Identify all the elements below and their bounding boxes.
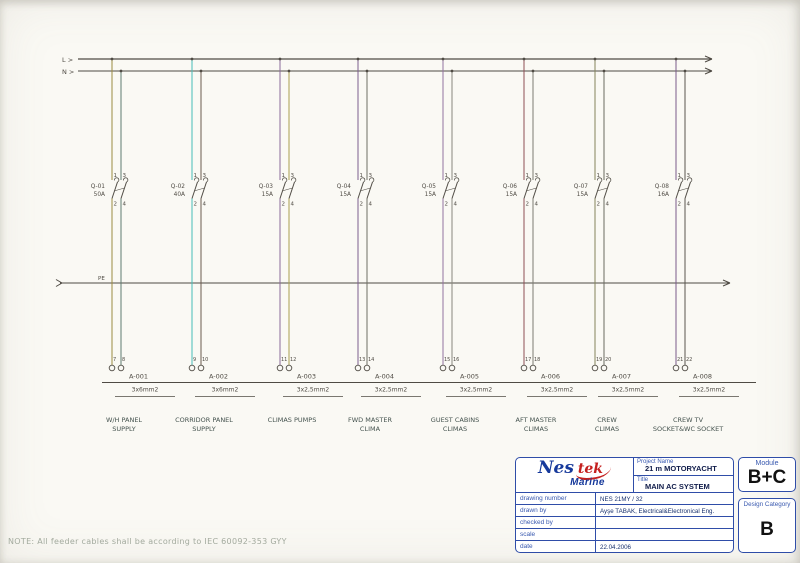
pole2-bottom-terminal: 4	[202, 201, 206, 208]
pole2-contact	[201, 182, 207, 199]
row-value	[596, 529, 733, 540]
drawing-title-row	[634, 476, 734, 494]
terminal-circle	[198, 365, 204, 371]
load-label: SOCKET&WC SOCKET	[652, 425, 724, 433]
l-tap-junction	[523, 58, 526, 61]
row-drawn-by	[516, 505, 733, 517]
breaker-symbol-Q-03	[259, 173, 296, 208]
load-label: CREW	[597, 416, 617, 424]
branch-A-005	[422, 58, 523, 433]
n-tap-junction	[532, 70, 535, 73]
title-block-main	[515, 457, 734, 553]
breaker-rating: 15A	[424, 192, 436, 198]
logo-marine-text: Marine	[570, 477, 605, 488]
module-label: Module	[755, 460, 779, 467]
breaker-rating: 50A	[93, 192, 105, 198]
load-label: CLIMAS	[594, 425, 620, 433]
cable-spec: 3x2,5mm2	[296, 386, 330, 394]
title-block-rows	[516, 493, 733, 553]
n-bus-label: N >	[62, 68, 75, 76]
terminal-circle	[521, 365, 527, 371]
breaker-symbol-Q-06	[503, 173, 540, 208]
pole2-bottom-terminal: 4	[122, 201, 126, 208]
breaker-id: Q-03	[258, 184, 273, 190]
breaker-id: Q-01	[90, 184, 105, 190]
l-tap-junction	[594, 58, 597, 61]
project-name-value: 21 m MOTORYACHT	[645, 464, 717, 473]
load-label: CLIMAS PUMPS	[267, 416, 317, 424]
load-label: CLIMAS	[523, 425, 549, 433]
terminal-circle	[277, 365, 283, 371]
terminal-number: 21	[677, 357, 684, 363]
branch-A-003	[259, 58, 360, 424]
terminal-number: 10	[202, 357, 209, 363]
terminal-number: 16	[453, 357, 460, 363]
drawing-title-label: Title	[637, 476, 649, 483]
terminal-number: 9	[193, 357, 197, 363]
pole1-bottom-terminal: 2	[596, 201, 600, 208]
load-label: CLIMAS	[442, 425, 468, 433]
load-label: SUPPLY	[192, 425, 216, 433]
pole1-bottom-terminal: 2	[193, 201, 197, 208]
breaker-id: Q-06	[502, 184, 517, 190]
drawing-title-value: MAIN AC SYSTEM	[645, 481, 710, 491]
project-name-row	[634, 458, 734, 476]
l-tap-junction	[111, 58, 114, 61]
feeder-cable-note: NOTE: All feeder cables shall be according to IEC 60092-353 GYY	[8, 537, 287, 546]
breaker-symbol-Q-02	[171, 173, 208, 208]
breaker-id: Q-07	[573, 184, 588, 190]
l-tap-junction	[442, 58, 445, 61]
terminal-circle	[109, 365, 115, 371]
cable-spec: 3x6mm2	[211, 386, 239, 394]
pole2-top-terminal: 3	[122, 173, 126, 179]
row-value: Ayşe TABAK, Electrical&Electronical Eng.	[600, 507, 715, 515]
row-checked-by	[516, 517, 733, 529]
terminal-circle	[355, 365, 361, 371]
load-label: FWD MASTER	[347, 416, 393, 424]
row-label: scale	[516, 529, 596, 540]
bus-lines	[56, 56, 730, 287]
terminal-number: 13	[359, 357, 366, 363]
pole2-contact	[685, 182, 691, 199]
terminal-number: 20	[605, 357, 612, 363]
terminal-circle	[364, 365, 370, 371]
breaker-rating: 40A	[173, 192, 185, 198]
breaker-rating: 16A	[657, 192, 669, 198]
cable-spec: 3x2,5mm2	[692, 386, 726, 394]
n-tap-junction	[366, 70, 369, 73]
pole1-top-terminal: 1	[281, 173, 285, 179]
row-value: NES 21MY / 32	[600, 495, 643, 503]
pole2-contact	[452, 182, 458, 199]
logo-nes-text: Nes	[537, 458, 574, 478]
breaker-id: Q-04	[336, 184, 351, 190]
cable-id: A-003	[297, 372, 317, 381]
breaker-id: Q-08	[654, 184, 669, 190]
pole2-contact	[121, 182, 127, 199]
cable-spec: 3x2,5mm2	[374, 386, 408, 394]
branch-A-002	[171, 58, 272, 433]
design-category-value: B	[760, 519, 774, 540]
terminal-circle	[673, 365, 679, 371]
pole1-bottom-terminal: 2	[113, 201, 117, 208]
pole2-top-terminal: 3	[605, 173, 609, 179]
terminal-circle	[440, 365, 446, 371]
terminal-number: 19	[596, 357, 603, 363]
pole2-top-terminal: 3	[368, 173, 372, 179]
load-label: AFT MASTER	[515, 416, 557, 424]
pole2-top-terminal: 3	[453, 173, 457, 179]
pole2-bottom-terminal: 4	[534, 201, 538, 208]
breaker-symbol-Q-07	[574, 173, 611, 208]
cable-id: A-008	[693, 372, 713, 381]
breaker-symbol-Q-01	[91, 173, 128, 208]
branch-A-008	[653, 58, 756, 433]
row-label: drawing number	[516, 493, 596, 504]
load-label: CLIMA	[359, 425, 381, 433]
design-category-label: Design Category	[743, 501, 791, 508]
branch-A-004	[337, 58, 438, 433]
terminal-circle	[286, 365, 292, 371]
row-value	[596, 517, 733, 528]
cable-spec: 3x2,5mm2	[459, 386, 493, 394]
pole2-top-terminal: 3	[686, 173, 690, 179]
design-category-box	[738, 498, 796, 553]
cable-spec: 3x2,5mm2	[540, 386, 574, 394]
terminal-circle	[118, 365, 124, 371]
pole1-top-terminal: 1	[677, 173, 681, 179]
load-label: CORRIDOR PANEL	[175, 416, 233, 424]
terminal-number: 7	[113, 357, 117, 363]
terminal-number: 18	[534, 357, 541, 363]
pole1-top-terminal: 1	[359, 173, 363, 179]
row-value: 22.04.2006	[600, 543, 631, 551]
terminal-circle	[682, 365, 688, 371]
n-tap-junction	[288, 70, 291, 73]
row-scale	[516, 529, 733, 541]
load-label: GUEST CABINS	[430, 416, 480, 424]
breaker-rating: 15A	[505, 192, 517, 198]
pole1-top-terminal: 1	[113, 173, 117, 179]
terminal-circle	[592, 365, 598, 371]
l-tap-junction	[191, 58, 194, 61]
pole2-top-terminal: 3	[290, 173, 294, 179]
row-label: checked by	[516, 517, 596, 528]
terminal-number: 8	[122, 357, 126, 363]
pole1-bottom-terminal: 2	[444, 201, 448, 208]
n-tap-junction	[120, 70, 123, 73]
cable-id: A-001	[129, 372, 149, 381]
cable-id: A-004	[375, 372, 395, 381]
breaker-symbol-Q-08	[655, 173, 692, 208]
pole1-top-terminal: 1	[193, 173, 197, 179]
pole1-top-terminal: 1	[596, 173, 600, 179]
pole2-top-terminal: 3	[202, 173, 206, 179]
terminal-number: 11	[281, 357, 288, 363]
breaker-rating: 15A	[576, 192, 588, 198]
n-tap-junction	[603, 70, 606, 73]
pole2-contact	[367, 182, 373, 199]
pole2-bottom-terminal: 4	[453, 201, 457, 208]
breaker-rating: 15A	[339, 192, 351, 198]
terminal-circle	[449, 365, 455, 371]
terminal-number: 12	[290, 357, 297, 363]
title-block-top	[516, 458, 733, 493]
breaker-symbol-Q-05	[422, 173, 459, 208]
pole1-bottom-terminal: 2	[677, 201, 681, 208]
project-name-cell	[634, 458, 734, 493]
terminal-number: 15	[444, 357, 451, 363]
row-drawing-number	[516, 493, 733, 505]
cable-spec: 3x2,5mm2	[611, 386, 645, 394]
terminal-circle	[601, 365, 607, 371]
branch-A-001	[91, 58, 192, 433]
breaker-id: Q-02	[170, 184, 185, 190]
title-block	[515, 457, 796, 554]
row-label: drawn by	[516, 505, 596, 516]
breaker-id: Q-05	[421, 184, 436, 190]
cable-spec: 3x6mm2	[131, 386, 159, 394]
cable-id: A-005	[460, 372, 480, 381]
branch-A-007	[574, 58, 675, 433]
n-tap-junction	[200, 70, 203, 73]
branch-A-006	[503, 58, 604, 433]
pole2-bottom-terminal: 4	[605, 201, 609, 208]
terminal-circle	[189, 365, 195, 371]
nestek-logo	[516, 458, 634, 493]
row-label: date	[516, 541, 596, 553]
pole2-bottom-terminal: 4	[290, 201, 294, 208]
terminal-circle	[530, 365, 536, 371]
load-label: SUPPLY	[112, 425, 136, 433]
module-box	[738, 457, 796, 492]
l-bus-label: L >	[62, 56, 74, 64]
project-name-label: Project Name	[637, 459, 674, 465]
terminal-number: 22	[686, 357, 693, 363]
pole2-top-terminal: 3	[534, 173, 538, 179]
pole2-contact	[604, 182, 610, 199]
pole1-bottom-terminal: 2	[281, 201, 285, 208]
pole1-top-terminal: 1	[444, 173, 448, 179]
n-tap-junction	[451, 70, 454, 73]
row-date	[516, 541, 733, 553]
pe-bus-label: PE	[98, 276, 105, 282]
pole1-bottom-terminal: 2	[359, 201, 363, 208]
cable-id: A-006	[541, 372, 561, 381]
cable-id: A-007	[612, 372, 632, 381]
l-tap-junction	[675, 58, 678, 61]
pe-start-chevron	[56, 280, 62, 287]
pole1-top-terminal: 1	[525, 173, 529, 179]
pole2-contact	[289, 182, 295, 199]
n-tap-junction	[684, 70, 687, 73]
terminal-number: 17	[525, 357, 532, 363]
l-tap-junction	[279, 58, 282, 61]
pole2-contact	[533, 182, 539, 199]
logo-wordmark	[516, 459, 633, 478]
pole2-bottom-terminal: 4	[686, 201, 690, 208]
breaker-symbol-Q-04	[337, 173, 374, 208]
load-label: W/H PANEL	[105, 416, 143, 424]
pole2-bottom-terminal: 4	[368, 201, 372, 208]
breaker-rating: 15A	[261, 192, 273, 198]
logo-tek-text: tek	[576, 461, 611, 480]
load-label: CREW TV	[672, 416, 704, 424]
module-value: B+C	[747, 467, 787, 488]
terminal-number: 14	[368, 357, 375, 363]
cable-id: A-002	[209, 372, 229, 381]
l-tap-junction	[357, 58, 360, 61]
pole1-bottom-terminal: 2	[525, 201, 529, 208]
